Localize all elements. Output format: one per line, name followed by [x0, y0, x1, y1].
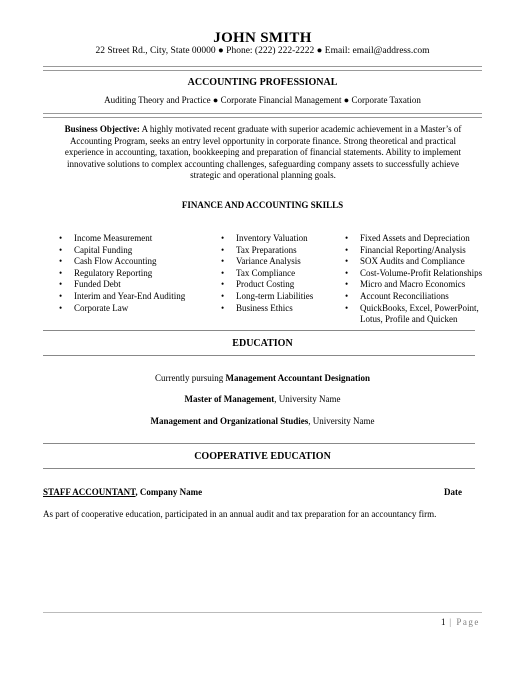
- job-description: As part of cooperative education, participated in an annual audit and tax preparation for an accountancy firm.: [43, 509, 437, 519]
- skill-item: • Corporate Law: [57, 303, 217, 315]
- job-title: STAFF ACCOUNTANT: [43, 487, 136, 497]
- skill-item: • Income Measurement: [57, 233, 217, 245]
- skill-item: • Fixed Assets and Depreciation: [343, 233, 493, 245]
- education-title: EDUCATION: [232, 338, 293, 349]
- skill-item: • Tax Preparations: [219, 245, 344, 257]
- skill-item: • Long-term Liabilities: [219, 291, 344, 303]
- education-item: [0, 416, 525, 426]
- skills-column-2: [219, 233, 344, 314]
- professional-title: ACCOUNTING PROFESSIONAL: [187, 77, 338, 88]
- skills-column-3: [343, 233, 493, 326]
- divider-mid-2: [43, 117, 482, 118]
- education-item-suffix: , University Name: [274, 394, 341, 404]
- professional-subtitle: Auditing Theory and Practice ● Corporate Financial Management ● Corporate Taxation: [104, 95, 421, 105]
- contact-line: 22 Street Rd., City, State 00000 ● Phone: (222) 222-2222 ● Email: email@address.com: [95, 46, 430, 56]
- page-separator: |: [445, 617, 457, 627]
- skill-item: • Capital Funding: [57, 245, 217, 257]
- divider-education-top: [43, 330, 475, 331]
- skills-title: FINANCE AND ACCOUNTING SKILLS: [181, 200, 344, 210]
- education-item: [0, 394, 525, 404]
- skill-item: • Tax Compliance: [219, 268, 344, 280]
- coop-title: COOPERATIVE EDUCATION: [194, 451, 331, 462]
- skills-column-1: [57, 233, 217, 314]
- education-item-name: Management Accountant Designation: [225, 373, 370, 383]
- page-footer: [441, 617, 480, 627]
- job-date: Date: [444, 487, 462, 497]
- divider-mid-1: [43, 113, 482, 114]
- divider-education-bottom: [43, 355, 475, 356]
- skill-item: • QuickBooks, Excel, PowerPoint, Lotus, Profile and Quicken: [343, 303, 493, 326]
- education-item-prefix: Currently pursuing: [155, 373, 226, 383]
- education-item: [0, 373, 525, 383]
- education-item-suffix: , University Name: [308, 416, 375, 426]
- footer-divider: [43, 612, 482, 613]
- company-name: , Company Name: [135, 487, 203, 497]
- skill-item: • Cash Flow Accounting: [57, 256, 217, 268]
- objective-text: A highly motivated recent graduate with superior academic achievement in a Master’s of Accounting Program, seeks an entry level opportunity in corporate finance. Strong theoretical and practical experience in accounting, taxation, bookkeeping and preparation of financial statements. Ability to implement innovative solutions to complex accounting challenges, safeguarding company assets to successfully achieve strategic and operational planning goals.: [64, 124, 462, 180]
- candidate-name: JOHN SMITH: [213, 30, 312, 46]
- skill-item: • Micro and Macro Economics: [343, 279, 493, 291]
- divider-top-2: [43, 70, 482, 71]
- skill-item: • Regulatory Reporting: [57, 268, 217, 280]
- business-objective: [52, 124, 474, 182]
- skill-item: • Interim and Year-End Auditing: [57, 291, 217, 303]
- objective-label: Business Objective:: [64, 124, 140, 134]
- skill-item: • SOX Audits and Compliance: [343, 256, 493, 268]
- skill-item: • Business Ethics: [219, 303, 344, 315]
- education-item-name: Master of Management: [184, 394, 275, 404]
- skill-item: • Funded Debt: [57, 279, 217, 291]
- education-item-name: Management and Organizational Studies: [150, 416, 309, 426]
- page-label: Page: [456, 617, 480, 627]
- skill-item: • Inventory Valuation: [219, 233, 344, 245]
- divider-coop-top: [43, 443, 475, 444]
- divider-coop-bottom: [43, 468, 475, 469]
- skill-item: • Cost-Volume-Profit Relationships: [343, 268, 493, 280]
- skill-item: • Product Costing: [219, 279, 344, 291]
- divider-top-1: [43, 66, 482, 67]
- skill-item: • Variance Analysis: [219, 256, 344, 268]
- page-number: 1: [441, 617, 446, 627]
- skill-item: • Account Reconciliations: [343, 291, 493, 303]
- skill-item: • Financial Reporting/Analysis: [343, 245, 493, 257]
- job-heading: [43, 487, 202, 497]
